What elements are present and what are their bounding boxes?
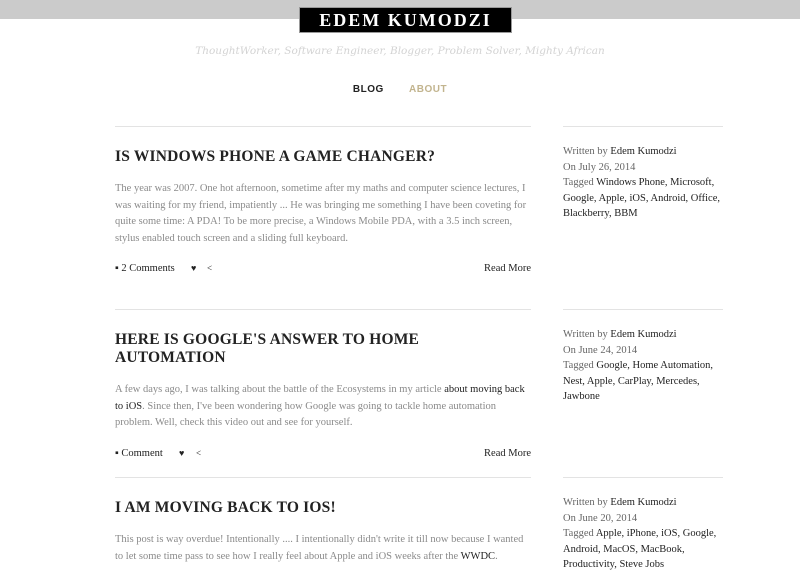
post bbox=[115, 477, 531, 565]
wwdc-link[interactable]: WWDC bbox=[460, 550, 496, 562]
post-date: On July 26, 2014 bbox=[563, 161, 636, 173]
site-logo[interactable]: EDEM KUMODZI bbox=[299, 7, 512, 33]
comment-icon: ▪ bbox=[115, 447, 119, 459]
tagged-label: Tagged bbox=[563, 177, 594, 188]
share-icon[interactable]: < bbox=[196, 447, 202, 458]
nav-blog[interactable]: BLOG bbox=[352, 84, 384, 95]
comments-link[interactable] bbox=[115, 448, 163, 459]
excerpt-text: A few days ago, I was talking about the battle of the Ecosystems in my article bbox=[115, 384, 445, 395]
post-footer bbox=[115, 448, 531, 462]
heart-icon[interactable]: ♥ bbox=[191, 263, 197, 273]
post-excerpt: The year was 2007. One hot afternoon, sometime after my maths and computer science lectures, I was waiting for my friend, impatiently ... He was bringing me something I have been coveting for quite some time: A PDA! To be more precise, a Windows Mobile PDA, with a 3.5 inch screen, stylus enabled touch screen and a sliding full keyboard. bbox=[115, 183, 527, 244]
comment-icon: ▪ bbox=[115, 263, 119, 274]
post-date: On June 24, 2014 bbox=[563, 344, 638, 356]
post-excerpt bbox=[115, 382, 531, 432]
post-title[interactable]: I AM MOVING BACK TO IOS! bbox=[115, 499, 336, 516]
post bbox=[115, 309, 531, 462]
post-date: On June 20, 2014 bbox=[563, 512, 638, 524]
tagged-label: Tagged bbox=[563, 360, 594, 371]
post-meta bbox=[563, 126, 723, 222]
site-tagline: ThoughtWorker, Software Engineer, Blogger, Problem Solver, Mighty African bbox=[195, 45, 605, 57]
excerpt-text: . Since then, I've been wondering how Google was going to tackle home automation problem. Well, check this video out and see for yourself. bbox=[115, 400, 496, 428]
comments-link[interactable] bbox=[115, 263, 175, 274]
post-meta bbox=[563, 477, 723, 573]
read-more-link[interactable]: Read More bbox=[484, 263, 531, 274]
excerpt-text: . bbox=[495, 550, 498, 562]
written-by-label: Written by bbox=[563, 146, 608, 157]
heart-icon[interactable]: ♥ bbox=[179, 447, 185, 458]
written-by-label: Written by bbox=[563, 329, 608, 340]
post-excerpt bbox=[115, 532, 531, 565]
excerpt-text: This post is way overdue! Intentionally .... I intentionally didn't write it till now because I wanted to let some time pass to see how I really feel about Apple and iOS weeks after the bbox=[115, 534, 524, 562]
share-icon[interactable]: < bbox=[207, 263, 213, 273]
tag-list[interactable]: Windows Phone, Microsoft, Google, Apple, iOS, Android, Office, Blackberry, BBM bbox=[563, 177, 720, 219]
post-title[interactable]: IS WINDOWS PHONE A GAME CHANGER? bbox=[115, 148, 436, 165]
read-more-link[interactable]: Read More bbox=[484, 447, 531, 459]
tag-list[interactable]: Google, Home Automation, Nest, Apple, CarPlay, Mercedes, Jawbone bbox=[563, 360, 714, 402]
tagged-label: Tagged bbox=[563, 528, 594, 539]
comments-count: 2 Comments bbox=[121, 263, 175, 274]
comments-label: Comment bbox=[121, 447, 163, 459]
article-link[interactable]: about moving back to iOS bbox=[115, 384, 525, 412]
main-nav bbox=[0, 84, 800, 95]
author-link[interactable]: Edem Kumodzi bbox=[610, 329, 677, 340]
written-by-label: Written by bbox=[563, 497, 608, 508]
tag-list[interactable]: Apple, iPhone, iOS, Google, Android, MacOS, MacBook, Productivity, Steve Jobs bbox=[563, 528, 717, 570]
post bbox=[115, 126, 531, 277]
post-meta bbox=[563, 309, 723, 405]
post-title[interactable]: HERE IS GOOGLE'S ANSWER TO HOME AUTOMATION bbox=[115, 331, 420, 366]
post-footer bbox=[115, 263, 531, 277]
nav-about[interactable]: ABOUT bbox=[409, 84, 448, 95]
author-link[interactable]: Edem Kumodzi bbox=[610, 497, 677, 508]
author-link[interactable]: Edem Kumodzi bbox=[610, 146, 677, 157]
